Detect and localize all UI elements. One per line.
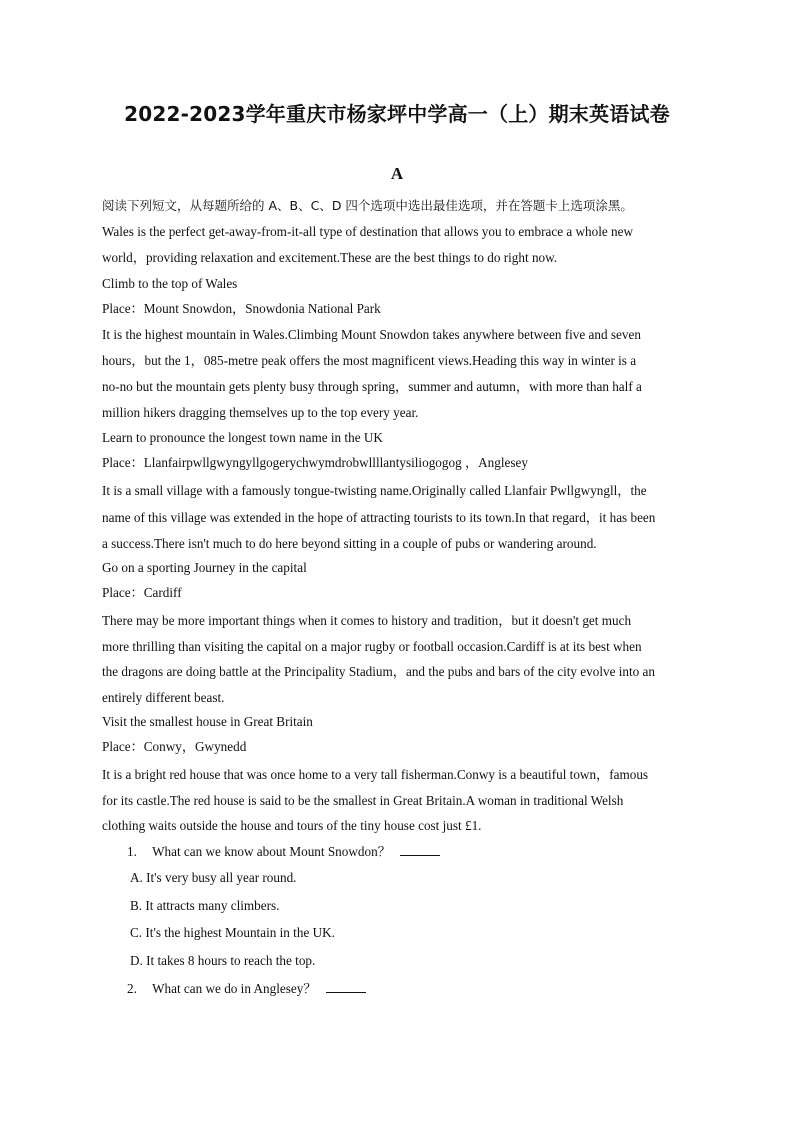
paragraph-line: the dragons are doing battle at the Principality Stadium，and the pubs and bars of the city evolve into an	[102, 664, 656, 679]
option-text: It's the highest Mountain in the UK.	[145, 925, 335, 940]
paragraph-line: million hikers dragging themselves up to the top every year.	[102, 405, 419, 420]
block-heading-cardiff: Go on a sporting Journey in the capital	[102, 560, 307, 575]
paragraph-line: It is the highest mountain in Wales.Climbing Mount Snowdon takes anywhere between five and seven	[102, 327, 641, 342]
block-heading-snowdon: Climb to the top of Wales	[102, 276, 238, 291]
question-number: 1.	[127, 844, 137, 859]
page-title: 2022-2023学年重庆市杨家坪中学高一（上）期末英语试卷	[124, 102, 670, 126]
instruction-text: 阅读下列短文，从每题所给的 A、B、C、D 四个选项中选出最佳选项，并在答题卡上选项涂黑。	[102, 198, 633, 213]
option-text: It's very busy all year round.	[146, 870, 297, 885]
intro-line: Wales is the perfect get-away-from-it-all type of destination that allows you to embrace a whole new	[102, 224, 634, 239]
answer-blank[interactable]	[326, 980, 366, 993]
paragraph-line: entirely different beast.	[102, 690, 225, 705]
paragraph-line: more thrilling than visiting the capital on a major rugby or football occasion.Cardiff is at its best when	[102, 639, 642, 654]
option-letter: B.	[130, 898, 143, 913]
option-text: It attracts many climbers.	[145, 898, 280, 913]
block-place-conwy: Place：Conwy，Gwynedd	[102, 739, 247, 754]
paragraph-line: no-no but the mountain gets plenty busy through spring，summer and autumn，with more than half a	[102, 379, 642, 394]
question-number: 2.	[127, 981, 137, 996]
option-letter: D.	[130, 953, 143, 968]
question-text: What can we do in Anglesey？	[152, 981, 317, 996]
paragraph-line: name of this village was extended in the hope of attracting tourists to its town.In that regard，it has been	[102, 510, 656, 525]
answer-blank[interactable]	[400, 843, 440, 856]
option-letter: C.	[130, 925, 143, 940]
option-letter: A.	[130, 870, 143, 885]
option-a[interactable]	[130, 869, 296, 887]
paragraph-line: a success.There isn't much to do here beyond sitting in a couple of pubs or wandering around.	[102, 536, 597, 551]
block-heading-anglesey: Learn to pronounce the longest town name in the UK	[102, 430, 383, 445]
block-place-snowdon: Place：Mount Snowdon，Snowdonia National Park	[102, 301, 381, 316]
paragraph-line: for its castle.The red house is said to be the smallest in Great Britain.A woman in traditional Welsh	[102, 793, 624, 808]
intro-line: world，providing relaxation and excitement.These are the best things to do right now.	[102, 250, 558, 265]
paragraph-line: hours，but the 1，085-metre peak offers the most magnificent views.Heading this way in winter is a	[102, 353, 637, 368]
paragraph-line: There may be more important things when it comes to history and tradition，but it doesn't get much	[102, 613, 632, 628]
paragraph-line: It is a bright red house that was once home to a very tall fisherman.Conwy is a beautiful town，famous	[102, 767, 649, 782]
question-text: What can we know about Mount Snowdon？	[152, 844, 391, 859]
block-place-cardiff: Place：Cardiff	[102, 585, 182, 600]
section-heading: A	[390, 164, 404, 183]
option-b[interactable]	[130, 897, 279, 915]
block-heading-conwy: Visit the smallest house in Great Britain	[102, 714, 313, 729]
paragraph-line: clothing waits outside the house and tours of the tiny house cost just £1.	[102, 818, 482, 833]
paragraph-line: It is a small village with a famously tongue-twisting name.Originally called Llanfair Pwllgwyngll，the	[102, 483, 647, 498]
option-d[interactable]	[130, 952, 315, 970]
question-1	[127, 843, 440, 861]
question-2	[127, 980, 366, 998]
option-text: It takes 8 hours to reach the top.	[146, 953, 316, 968]
option-c[interactable]	[130, 924, 335, 942]
block-place-anglesey: Place：Llanfairpwllgwyngyllgogerychwymdrobwllllantysiliogogog ，Anglesey	[102, 455, 528, 470]
